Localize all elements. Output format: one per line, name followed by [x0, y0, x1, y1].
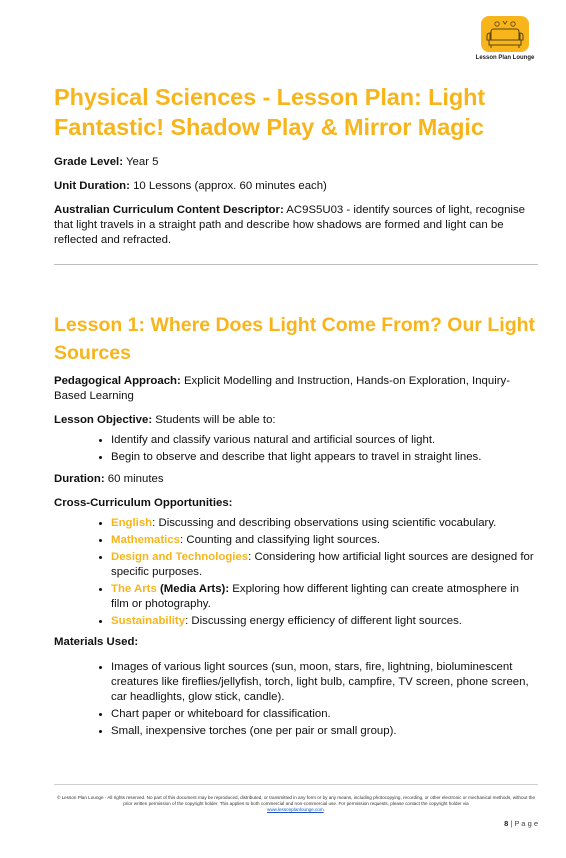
list-item: • Design and Technologies: Considering how artificial light sources are designed for specific purposes.	[111, 550, 538, 580]
subject-design-technologies: Design and Technologies	[111, 551, 249, 563]
document-title: Physical Sciences - Lesson Plan: Light Fantastic! Shadow Play & Mirror Magic	[54, 84, 486, 140]
curriculum-descriptor-label: Australian Curriculum Content Descriptor:	[54, 204, 284, 216]
lounge-sofa-icon	[479, 14, 531, 54]
lesson-objective	[54, 413, 538, 428]
grade-level-value: Year 5	[123, 156, 159, 168]
footer	[54, 784, 538, 813]
unit-duration-label: Unit Duration:	[54, 180, 130, 192]
duration-value: 60 minutes	[104, 473, 164, 485]
logo-text: Lesson Plan Lounge	[475, 55, 535, 61]
grade-level	[54, 155, 538, 170]
cross-curriculum-list	[54, 516, 538, 629]
subject-the-arts: The Arts	[111, 583, 157, 595]
subject-mathematics: Mathematics	[111, 534, 181, 546]
list-item: • Chart paper or whiteboard for classification.	[111, 707, 538, 722]
curriculum-descriptor	[54, 203, 538, 248]
materials-list	[54, 660, 538, 739]
lesson-heading: Lesson 1: Where Does Light Come From? Our Light Sources	[54, 314, 536, 364]
lesson-objective-label: Lesson Objective:	[54, 414, 153, 426]
list-item: • The Arts (Media Arts): Exploring how different lighting can create atmosphere in film or photography.	[111, 582, 538, 612]
website-link[interactable]: www.lessonplanlounge.com	[267, 807, 324, 812]
list-item: • Sustainability: Discussing energy efficiency of different light sources.	[111, 614, 538, 629]
pedagogical-approach-label: Pedagogical Approach:	[54, 375, 181, 387]
list-item: • Identify and classify various natural and artificial sources of light.	[111, 433, 538, 448]
lesson-objective-value: Students will be able to:	[152, 414, 276, 426]
page-number: 8 | P a g e	[504, 819, 538, 828]
unit-duration-value: 10 Lessons (approx. 60 minutes each)	[129, 180, 327, 192]
objectives-list	[54, 433, 538, 465]
materials-heading: Materials Used:	[54, 636, 139, 648]
grade-level-label: Grade Level:	[54, 156, 124, 168]
document-body	[54, 82, 538, 741]
curriculum-descriptor-value: AC9S5U03 - identify sources of light, recognise that light travels in a straight path and describe how shadows are formed and light can be reflected and refracted.	[54, 204, 525, 246]
cross-curriculum-heading: Cross-Curriculum Opportunities:	[54, 497, 233, 509]
list-item: • English: Discussing and describing observations using scientific vocabulary.	[111, 516, 538, 531]
subject-english: English	[111, 517, 153, 529]
list-item: • Begin to observe and describe that light appears to travel in straight lines.	[111, 450, 538, 465]
list-item: • Small, inexpensive torches (one per pair or small group).	[111, 724, 538, 739]
subject-sustainability: Sustainability	[111, 615, 186, 627]
list-item: • Mathematics: Counting and classifying light sources.	[111, 533, 538, 548]
section-divider	[54, 264, 538, 265]
unit-duration	[54, 179, 538, 194]
pedagogical-approach-value: Explicit Modelling and Instruction, Hands-on Exploration, Inquiry-Based Learning	[54, 375, 511, 402]
duration-label: Duration:	[54, 473, 105, 485]
logo	[471, 14, 539, 68]
list-item: • Images of various light sources (sun, moon, stars, fire, lightning, bioluminescent creatures like fireflies/jellyfish, torch, light bulb, campfire, TV screen, phone screen, car headlights, glow stick, candle).	[111, 660, 538, 705]
copyright-notice: © Lesson Plan Lounge - All rights reserved. No part of this document may be reproduced, distributed, or transmitted in any form or by any means, including photocopying, recording, or other electronic or mechanical methods, without the prior written permission of the copyright holder. This applies to both commercial and non-commercial use. For permission requests, please contact the copyright holder via www.lessonplanlounge.com.	[56, 795, 536, 812]
pedagogical-approach	[54, 374, 538, 404]
duration	[54, 472, 538, 487]
